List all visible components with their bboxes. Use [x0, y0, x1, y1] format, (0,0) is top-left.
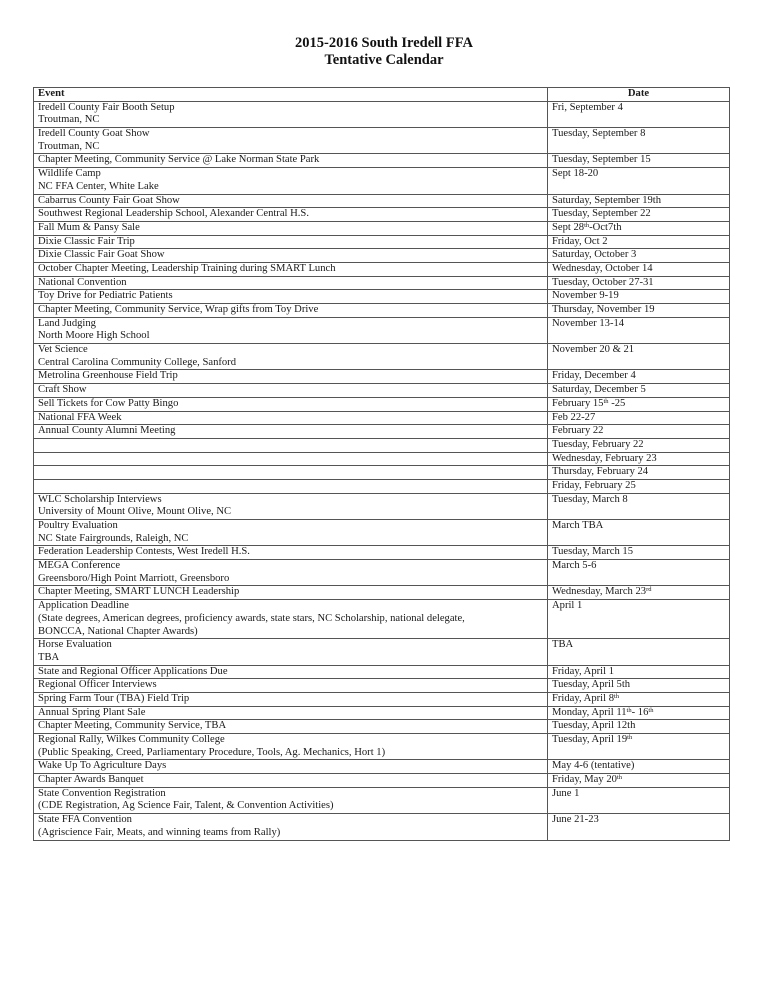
date-text: Friday, April 1	[552, 665, 614, 677]
event-cell	[34, 304, 548, 318]
title-line-1: 2015-2016 South Iredell FFA	[295, 35, 473, 51]
date-text: June 1	[552, 787, 580, 799]
date-text: Tuesday, March 15	[552, 546, 634, 558]
date-text: November 20 & 21	[552, 344, 635, 356]
event-name: Fall Mum & Pansy Sale	[38, 221, 140, 233]
event-detail: North Moore High School	[38, 330, 150, 342]
date-cell	[548, 760, 730, 774]
event-name: National Convention	[38, 276, 127, 288]
event-name: Poultry Evaluation	[38, 520, 118, 531]
event-name: MEGA Conference	[38, 560, 121, 572]
date-cell	[548, 370, 730, 384]
event-name: Federation Leadership Contests, West Iredell H.S.	[38, 546, 250, 558]
date-cell	[548, 235, 730, 249]
date-cell	[548, 720, 730, 734]
event-name: State FFA Convention	[38, 814, 132, 826]
date-cell	[548, 101, 730, 127]
event-cell	[34, 452, 548, 466]
event-name: Dixie Classic Fair Goat Show	[38, 249, 165, 261]
date-cell	[548, 208, 730, 222]
event-detail: BONCCA, National Chapter Awards)	[38, 625, 198, 637]
date-text: Tuesday, February 22	[552, 438, 644, 450]
event-cell	[34, 370, 548, 384]
event-cell	[34, 344, 548, 370]
date-text: Tuesday, April 5th	[552, 679, 631, 691]
date-cell	[548, 787, 730, 813]
event-cell	[34, 208, 548, 222]
event-name: Wildlife Camp	[38, 168, 101, 180]
event-name: October Chapter Meeting, Leadership Training during SMART Lunch	[38, 262, 336, 274]
date-cell	[548, 479, 730, 493]
date-cell	[548, 397, 730, 411]
event-cell	[34, 787, 548, 813]
event-name: Land Judging	[38, 317, 96, 329]
table-row	[34, 344, 730, 370]
event-name: Southwest Regional Leadership School, Alexander Central H.S.	[38, 208, 309, 220]
event-cell	[34, 639, 548, 665]
date-cell	[548, 774, 730, 788]
event-name: Annual County Alumni Meeting	[38, 425, 176, 437]
table-row	[34, 221, 730, 235]
date-cell	[548, 452, 730, 466]
date-cell	[548, 344, 730, 370]
event-cell	[34, 262, 548, 276]
title-line-2: Tentative Calendar	[324, 52, 444, 68]
event-cell	[34, 249, 548, 263]
table-row	[34, 692, 730, 706]
table-row	[34, 586, 730, 600]
event-name: State Convention Registration	[38, 787, 166, 799]
table-row	[34, 734, 730, 760]
table-row	[34, 720, 730, 734]
table-row	[34, 452, 730, 466]
table-row	[34, 520, 730, 546]
event-cell	[34, 692, 548, 706]
date-text: Tuesday, April 19	[552, 734, 628, 745]
date-text: Friday, February 25	[552, 479, 636, 491]
date-cell	[548, 290, 730, 304]
table-row	[34, 665, 730, 679]
date-cell	[548, 493, 730, 519]
table-row	[34, 639, 730, 665]
date-cell	[548, 304, 730, 318]
table-row	[34, 101, 730, 127]
date-text: June 21-23	[552, 814, 599, 826]
event-cell	[34, 774, 548, 788]
event-detail: NC State Fairgrounds, Raleigh, NC	[38, 532, 189, 544]
table-row	[34, 290, 730, 304]
date-text: Friday, May 20	[552, 774, 617, 786]
event-column-header: Event	[34, 88, 548, 102]
event-cell	[34, 384, 548, 398]
event-name	[38, 480, 543, 493]
event-cell	[34, 411, 548, 425]
table-row	[34, 814, 730, 840]
table-row	[34, 397, 730, 411]
event-detail: Greensboro/High Point Marriott, Greensboro	[38, 572, 230, 584]
date-text: Tuesday, October 27-31	[552, 276, 654, 288]
date-cell	[548, 706, 730, 720]
table-row	[34, 249, 730, 263]
event-cell	[34, 128, 548, 154]
event-cell	[34, 814, 548, 840]
date-text: Friday, Oct 2	[552, 235, 608, 247]
date-text: Friday, December 4	[552, 370, 636, 382]
event-cell	[34, 438, 548, 452]
date-text: Tuesday, September 22	[552, 208, 651, 220]
table-row	[34, 560, 730, 586]
table-row	[34, 438, 730, 452]
date-cell	[548, 384, 730, 398]
date-cell	[548, 249, 730, 263]
event-name: Wake Up To Agriculture Days	[38, 760, 167, 772]
date-ordinal-suffix: th	[603, 397, 609, 405]
table-row	[34, 194, 730, 208]
date-cell	[548, 814, 730, 840]
event-detail: Central Carolina Community College, Sanford	[38, 356, 237, 368]
date-text: November 9-19	[552, 290, 619, 302]
event-name: Annual Spring Plant Sale	[38, 706, 146, 718]
event-name: Sell Tickets for Cow Patty Bingo	[38, 397, 179, 409]
calendar-rows	[34, 101, 730, 840]
table-row	[34, 425, 730, 439]
date-cell	[548, 168, 730, 194]
date-cell	[548, 692, 730, 706]
date-text: Wednesday, March 23	[552, 586, 647, 598]
event-cell	[34, 317, 548, 343]
date-text: Tuesday, September 8	[552, 128, 646, 140]
event-cell	[34, 665, 548, 679]
date-cell	[548, 466, 730, 480]
event-name: Chapter Meeting, Community Service @ Lake Norman State Park	[38, 154, 320, 166]
event-detail: University of Mount Olive, Mount Olive, NC	[38, 506, 232, 518]
event-cell	[34, 221, 548, 235]
date-text: Sept 28	[552, 221, 585, 233]
event-name: WLC Scholarship Interviews	[38, 493, 162, 505]
table-row	[34, 154, 730, 168]
date-text: Saturday, September 19th	[552, 194, 662, 206]
document-title	[0, 35, 768, 69]
table-row	[34, 168, 730, 194]
table-row	[34, 208, 730, 222]
date-text: February 22	[552, 425, 604, 437]
event-name: Vet Science	[38, 344, 88, 356]
table-row	[34, 304, 730, 318]
date-ordinal-suffix: th	[616, 774, 622, 782]
event-cell	[34, 397, 548, 411]
event-detail: TBA	[38, 651, 60, 663]
date-text: - 16	[631, 706, 649, 718]
date-text: March TBA	[552, 520, 604, 531]
event-cell	[34, 168, 548, 194]
date-text: -Oct7th	[589, 221, 622, 233]
event-name: Application Deadline	[38, 600, 129, 612]
event-cell	[34, 600, 548, 639]
event-name: State and Regional Officer Applications Due	[38, 665, 228, 677]
date-cell	[548, 520, 730, 546]
event-name: Metrolina Greenhouse Field Trip	[38, 370, 178, 382]
date-text: Saturday, December 5	[552, 384, 646, 396]
event-cell	[34, 734, 548, 760]
table-row	[34, 787, 730, 813]
date-text: February 15	[552, 397, 604, 409]
event-cell	[34, 586, 548, 600]
date-cell	[548, 221, 730, 235]
date-text: November 13-14	[552, 317, 625, 329]
event-cell	[34, 466, 548, 480]
date-cell	[548, 560, 730, 586]
date-column-header: Date	[548, 88, 730, 102]
date-cell	[548, 438, 730, 452]
event-cell	[34, 235, 548, 249]
table-row	[34, 479, 730, 493]
date-cell	[548, 194, 730, 208]
table-row	[34, 493, 730, 519]
date-cell	[548, 546, 730, 560]
event-cell	[34, 720, 548, 734]
event-cell	[34, 290, 548, 304]
table-row	[34, 317, 730, 343]
event-name: Chapter Meeting, Community Service, Wrap gifts from Toy Drive	[38, 304, 319, 315]
date-cell	[548, 734, 730, 760]
date-text: March 5-6	[552, 560, 597, 572]
date-text: TBA	[552, 639, 574, 651]
table-row	[34, 411, 730, 425]
date-cell	[548, 317, 730, 343]
event-detail: NC FFA Center, White Lake	[38, 180, 159, 192]
date-text: Saturday, October 3	[552, 249, 637, 261]
date-cell	[548, 128, 730, 154]
table-row	[34, 262, 730, 276]
date-cell	[548, 586, 730, 600]
date-text: Wednesday, October 14	[552, 262, 653, 274]
event-name	[38, 466, 543, 479]
date-text: Thursday, February 24	[552, 466, 649, 478]
event-name: Regional Rally, Wilkes Community College	[38, 734, 225, 745]
event-cell	[34, 194, 548, 208]
table-row	[34, 370, 730, 384]
event-name	[38, 453, 543, 466]
date-cell	[548, 425, 730, 439]
event-name: Iredell County Fair Booth Setup	[38, 101, 175, 113]
date-text: April 1	[552, 600, 583, 612]
table-row	[34, 774, 730, 788]
event-name: Chapter Awards Banquet	[38, 774, 144, 786]
date-text: Feb 22-27	[552, 411, 596, 423]
event-detail: (Public Speaking, Creed, Parliamentary Procedure, Tools, Ag. Mechanics, Hort 1)	[38, 746, 386, 758]
event-name: Horse Evaluation	[38, 639, 112, 651]
date-text: Thursday, November 19	[552, 304, 655, 315]
event-cell	[34, 101, 548, 127]
event-name: National FFA Week	[38, 411, 122, 423]
event-name: Craft Show	[38, 384, 87, 396]
date-cell	[548, 665, 730, 679]
event-cell	[34, 276, 548, 290]
event-name: Dixie Classic Fair Trip	[38, 235, 135, 247]
event-name: Spring Farm Tour (TBA) Field Trip	[38, 692, 190, 704]
date-cell	[548, 679, 730, 693]
table-row	[34, 706, 730, 720]
date-cell	[548, 276, 730, 290]
date-ordinal-suffix: th	[584, 221, 590, 229]
calendar-table	[33, 87, 730, 841]
date-text: Sept 18-20	[552, 168, 599, 180]
date-text: May 4-6 (tentative)	[552, 760, 635, 772]
event-name: Iredell County Goat Show	[38, 128, 150, 140]
date-text: Friday, April 8	[552, 692, 614, 704]
date-text: Fri, September 4	[552, 101, 623, 113]
date-cell	[548, 411, 730, 425]
event-cell	[34, 425, 548, 439]
table-row	[34, 235, 730, 249]
event-detail: Troutman, NC	[38, 140, 100, 152]
event-cell	[34, 560, 548, 586]
date-cell	[548, 154, 730, 168]
date-text: Tuesday, September 15	[552, 154, 651, 166]
date-text: Monday, April 11	[552, 706, 627, 718]
event-name: Toy Drive for Pediatric Patients	[38, 290, 173, 302]
table-row	[34, 600, 730, 639]
event-cell	[34, 520, 548, 546]
date-ordinal-suffix: th	[627, 734, 633, 741]
event-name: Chapter Meeting, SMART LUNCH Leadership	[38, 586, 240, 598]
event-detail: (State degrees, American degrees, proficiency awards, state stars, NC Scholarship, national delegate,	[38, 612, 465, 624]
date-cell	[548, 600, 730, 639]
date-ordinal-suffix: th	[648, 706, 654, 714]
event-detail: Troutman, NC	[38, 114, 100, 126]
event-cell	[34, 154, 548, 168]
event-name: Regional Officer Interviews	[38, 679, 157, 691]
event-cell	[34, 479, 548, 493]
date-ordinal-suffix: th	[614, 692, 620, 700]
event-cell	[34, 679, 548, 693]
date-cell	[548, 639, 730, 665]
table-row	[34, 466, 730, 480]
table-row	[34, 760, 730, 774]
table-row	[34, 128, 730, 154]
event-cell	[34, 706, 548, 720]
table-header-row	[34, 88, 730, 102]
event-name: Chapter Meeting, Community Service, TBA	[38, 720, 227, 732]
date-text: Wednesday, February 23	[552, 452, 657, 464]
date-ordinal-suffix: th	[626, 706, 632, 714]
date-ordinal-suffix: rd	[646, 586, 652, 594]
date-text: Tuesday, March 8	[552, 493, 628, 505]
event-cell	[34, 546, 548, 560]
date-text: Tuesday, April 12th	[552, 720, 636, 732]
event-detail: (Agriscience Fair, Meats, and winning teams from Rally)	[38, 826, 281, 838]
event-detail: (CDE Registration, Ag Science Fair, Talent, & Convention Activities)	[38, 800, 334, 812]
date-text: -25	[608, 397, 626, 409]
date-cell	[548, 262, 730, 276]
event-cell	[34, 493, 548, 519]
table-row	[34, 384, 730, 398]
event-cell	[34, 760, 548, 774]
event-name: Cabarrus County Fair Goat Show	[38, 194, 180, 206]
table-row	[34, 276, 730, 290]
table-row	[34, 546, 730, 560]
table-row	[34, 679, 730, 693]
event-name	[38, 439, 543, 452]
